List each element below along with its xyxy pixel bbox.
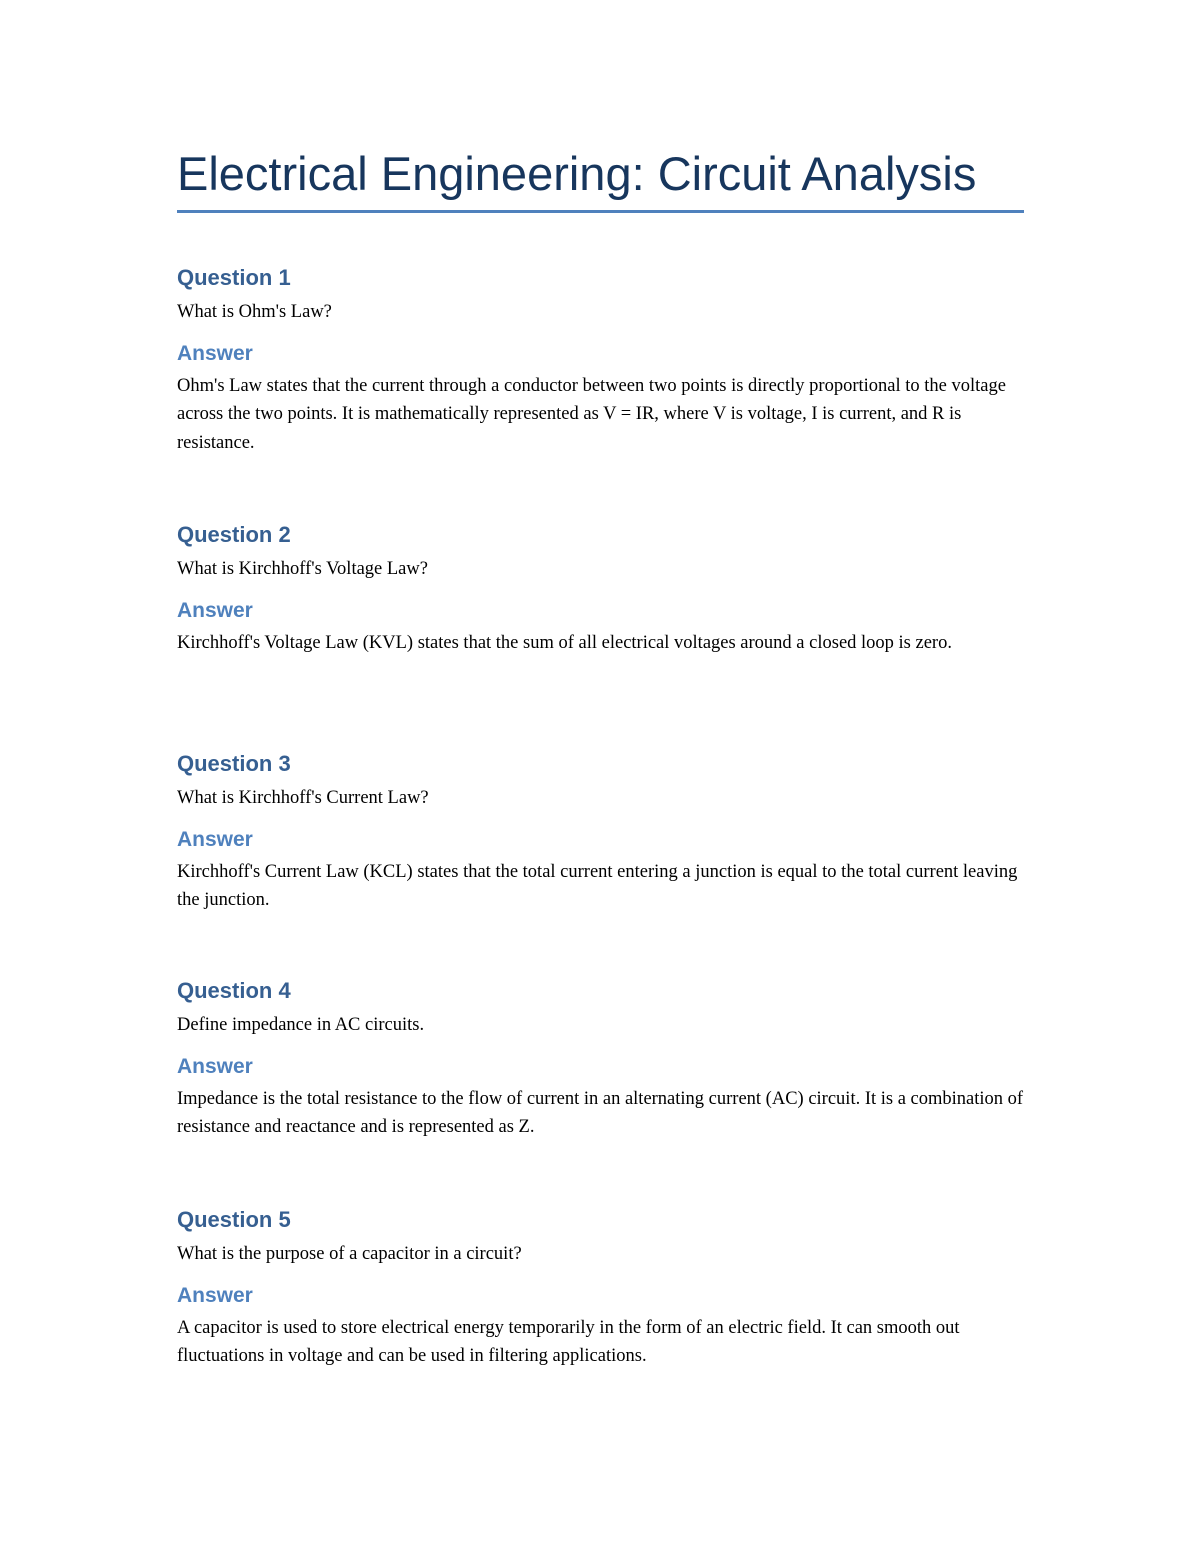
answer-text: Impedance is the total resistance to the flow of current in an alternating current (AC) circuit. It is a combination of resistance and reactance and is represented as Z. — [177, 1088, 1024, 1137]
question-heading: Question 4 — [177, 978, 291, 1003]
answer-heading: Answer — [177, 341, 253, 365]
answer-text: Ohm's Law states that the current through a conductor between two points is directly proportional to the voltage across the two points. It is mathematically represented as V = IR, where V is voltage, I is current, and R is resistance. — [177, 375, 1006, 453]
answer-heading: Answer — [177, 1283, 253, 1307]
qa-item-4 — [177, 976, 1027, 1142]
qa-item-5 — [177, 1205, 1027, 1371]
question-heading: Question 5 — [177, 1207, 291, 1232]
qa-item-2 — [177, 520, 1027, 657]
question-text: What is Kirchhoff's Current Law? — [177, 788, 429, 808]
answer-text: Kirchhoff's Voltage Law (KVL) states that the sum of all electrical voltages around a closed loop is zero. — [177, 632, 952, 653]
question-text: What is Ohm's Law? — [177, 302, 332, 322]
question-heading: Question 3 — [177, 751, 291, 776]
question-text: Define impedance in AC circuits. — [177, 1015, 425, 1035]
qa-item-3 — [177, 749, 1027, 915]
question-heading: Question 2 — [177, 522, 291, 547]
answer-heading: Answer — [177, 598, 253, 622]
question-text: What is Kirchhoff's Voltage Law? — [177, 559, 428, 579]
answer-heading: Answer — [177, 827, 253, 851]
answer-text: A capacitor is used to store electrical energy temporarily in the form of an electric field. It can smooth out fluctuations in voltage and can be used in filtering applications. — [177, 1317, 960, 1366]
document-title: Electrical Engineering: Circuit Analysis — [177, 147, 977, 200]
title-underline — [177, 210, 1024, 213]
qa-item-1 — [177, 263, 1027, 457]
answer-heading: Answer — [177, 1054, 253, 1078]
question-heading: Question 1 — [177, 265, 291, 290]
question-text: What is the purpose of a capacitor in a circuit? — [177, 1244, 522, 1264]
answer-text: Kirchhoff's Current Law (KCL) states that the total current entering a junction is equal to the total current leaving the junction. — [177, 861, 1018, 910]
